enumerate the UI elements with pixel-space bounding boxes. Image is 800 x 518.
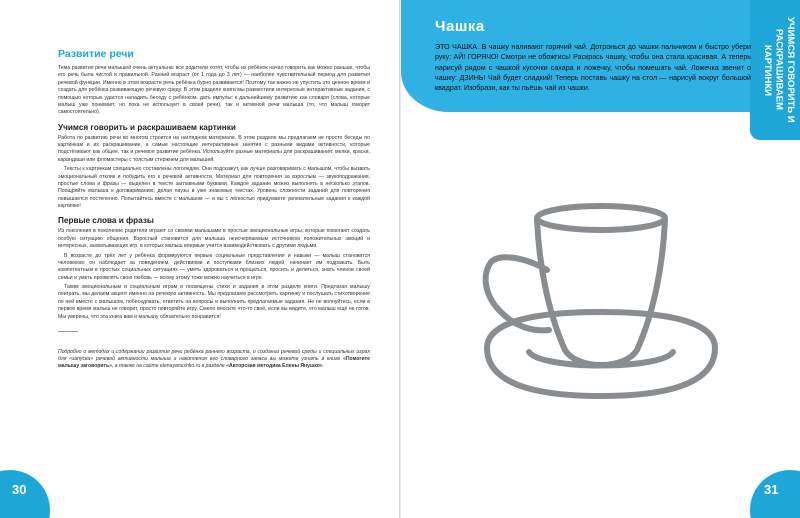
footnote-text: . [322,363,325,370]
paragraph: Таким эмоциональным и социальным играм и посвящены стихи и задания в этом разделе книги. Предлагая малышу поиграть, мы делаем акцент именно на речевую активность. Мы предлагаем рассмотреть картинку и послушать стихотворение по ней вместе с малышом, побеседовать, ответить на вопросы и выполнить предлагаемые задания. Не не волнуйтесь, если в первое время малыш не говорит, просто повторяйте игру. Смело вносите что-то своё, если вы видите, что малыш ещё не готов. Мы уверены, что эта книга вам и малышу обязательно понравится! [58,284,370,320]
section-title-speech-development: Развитие речи [58,48,134,60]
paragraph: Тема развития речи малышей очень актуальна: все родители хотят, чтобы их ребёнок начал говорить как можно раньше, чтобы его речь была чистой и правильной. Ранний возраст (от 1 года до 3 лет) — наиболее чувствительный период для развития речевой функции. Именно в этом возрасте речь ребёнка бурно развивается! Поэтому так важно не упустить это ценное время и создать для ребёнка развивающую речевую среду. В этом разделе книги мы разместили интересные интерактивные задания, с помощью которых удастся наладить беседу с ребёнком, дать импульс к дальнейшему развитию как словаря (слова, которые малыш уже понимает, но пока не использует в своей речи), так и активной речи малыша (то, что малыш говорит самостоятельно). [58,65,370,116]
footnote-text: , а также на сайте elenayanushko.ru в разделе [111,363,227,370]
page-number-badge-right [750,470,800,518]
task-title: Чашка [435,18,485,35]
left-content [58,48,370,371]
page-number: 31 [764,482,779,497]
task-text: ЭТО ЧАШКА. В чашку наливают горячий чай. Дотронься до чашки пальчиком и быстро убери руку: АЙ! ГОРЯЧО! Смотри не обожгись! Раскрась чашку, чтобы она стала красивая. А теперь нарисуй рядом с чашкой кусочки сахара и ложечку, чтобы помешать чай. Ложечка звенит о чашку: ДЗИНЬ! Чай будет сладкий! Теперь поставь чашку на стол — нарисуй вокруг большой квадрат. Изобрази, как ты пьёшь чай из чашки. [435,43,751,93]
chapter-side-tab [750,0,800,140]
section-title-first-words: Первые слова и фразы [58,216,154,226]
chapter-side-tab-label: УЧИМСЯ ГОВОРИТЬ И РАСКРАШИВАЕМ КАРТИНКИ [762,17,796,123]
paragraph: Работа по развитию речи во многом строится на наглядном материале. В этом разделе мы предлагаем не просто беседы по картинкам и их раскрашивание, а самые настоящие интерактивные занятия с разными видами активности, которые подстёгивают как общее, так и речевое развитие ребёнка. Используйте разные материалы для раскрашивания: мелки, краски, карандаши или фломастеры с толстым стержнем для малышей. [58,134,370,163]
paragraph: Тексты к картинкам специально составлены логопедом. Они подскажут, как лучше разговаривать с малышом, чтобы вызвать эмоциональный отклик и побудить его к речевой активности. Материал для повторения за взрослым — звукоподражания, простые слова и фразы — выделен в тексте заглавными буквами. Каждое задание можно выполнять в несколько этапов. Поощряйте малыша к договариванию, делая паузы в уже знакомых текстах. Уровень сложности заданий для повторения повышается постепенно. Попытайтесь вместе с малышом — и вы с лёгкостью придумаете увлекательные задания к каждой картинке! [58,166,370,209]
left-page [0,0,399,518]
page-number-badge-left [0,470,50,518]
page-number: 30 [12,482,27,497]
cup-body [537,220,665,365]
right-page [401,0,800,518]
cup-rim [537,206,665,230]
footnote [58,349,370,371]
section-title-coloring: Учимся говорить и раскрашиваем картинки [58,122,236,132]
paragraph: В возрасте до трёх лет у ребёнка формируются первые социальные представления и навыки — малыш становится человеком: он наблюдает за поведением, действиями и поступками близких людей, начинает им подражать. Быть компетентным в простых социальных ситуациях — уметь здороваться и прощаться, просить и делиться, знать членов своей семьи и уметь проявлять свою любовь — всему этому тоже можно научиться в игре. [58,252,370,281]
paragraph: Из поколения в поколение родители играют со своими малышами в простые эмоциональные игры, которые помогают создать особую ситуацию общения. Взрослый становится для малыша неисчерпаемым источником положительных эмоций и интересных, захватывающих игр, в которых малыш впервые учится взаимодействовать с другими людьми. [58,228,370,250]
cup-illustration [481,200,721,400]
method-section-title: «Авторская методика Елены Янушко» [226,363,323,370]
footnote-text: Подробно о методах и содержании развития речи ребёнка раннего возраста, о создании речевой среды и специальных играх для «запуска» речевой активности малыша и накопления его словарного запаса вы можете узнать в книге [58,348,370,363]
note-separator [58,331,78,332]
book-title: «Помогите малышу заговорить» [58,356,370,370]
